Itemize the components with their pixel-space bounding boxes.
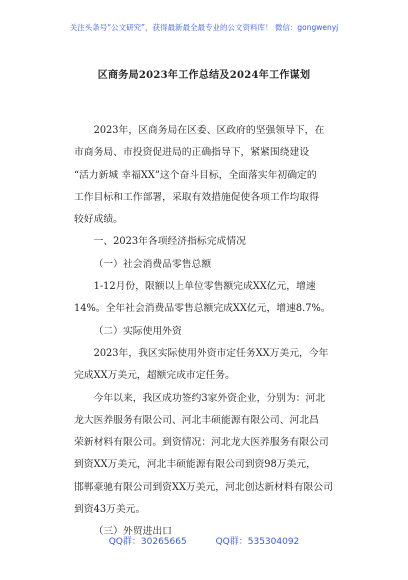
enterprises-line: 今年以来，我区成功签约3家外资企业，分别为：河北 [93,392,326,404]
document-body [74,120,347,544]
enterprises-line: 到资XX万美元，河北丰硕能源有限公司到资98万美元， [74,459,316,471]
foreign-investment-paragraph [74,343,347,388]
section-heading: 一、2023年各项经济指标完成情况 [93,236,246,248]
retail-line: 1-12月份，限额以上单位零售额完成XX亿元，增速 [93,281,316,293]
subsection-heading: （三）外贸进出口 [93,526,172,538]
intro-line: “活力新城 幸福XX”这个奋斗目标，全面落实年初确定的 [74,169,317,181]
intro-line: 较好成绩。 [74,214,123,226]
intro-line: 工作目标和工作部署，采取有效措施促使各项工作均取得 [74,191,319,203]
footer-contacts [0,534,408,547]
enterprises-line: 邯郸豪驰有限公司到资XX万美元，河北创达新材料有限公司 [74,481,333,493]
foreign-enterprises-paragraph [74,388,347,522]
qq-group-2: QQ群：535304092 [215,537,300,547]
document-title: 区商务局2023年工作总结及2024年工作谋划 [97,70,311,81]
investment-line: 2023年，我区实际使用外资市定任务XX万美元，今年 [93,347,329,359]
enterprises-line: 到资43万美元。 [74,504,146,516]
intro-line: 市商务局、市投资促进局的正确指导下，紧紧围绕建设 [74,147,310,159]
promo-banner: 关注头条号“公文研究”，获得最新最全最专业的公文资料库！ 微信：gongwenyj [69,23,339,32]
subsection-heading: （二）实际使用外资 [93,325,182,337]
intro-paragraph [74,120,347,231]
intro-line: 2023年，区商务局在区委、区政府的坚强领导下，在 [93,125,325,136]
retail-line: 14%。全年社会消费品零售总额完成XX亿元，增速8.7%。 [74,303,331,315]
qq-group-1: QQ群：30265665 [108,537,187,547]
enterprises-line: 龙大医养服务有限公司、河北丰硕能源有限公司、河北昌 [74,414,319,426]
investment-line: 完成XX万美元，超额完成市定任务。 [74,370,235,382]
subsection-heading: （一）社会消费品零售总额 [93,258,212,270]
enterprises-line: 荣新材料有限公司。到资情况：河北龙大医养服务有限公司 [74,437,329,449]
retail-paragraph [74,276,347,321]
